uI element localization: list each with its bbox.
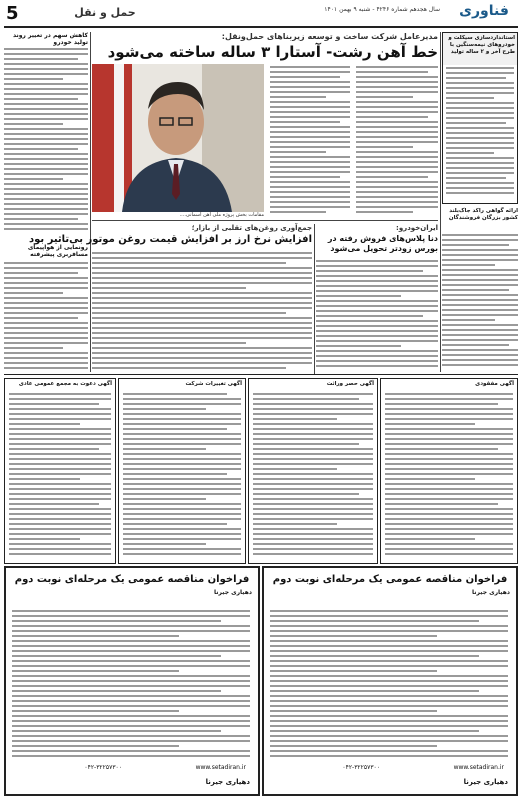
notice-title-2: آگهی تغییرات شرکت xyxy=(185,381,242,387)
tender-footer-right: دهیاری جیرنا xyxy=(463,778,508,786)
col-divider-mid xyxy=(314,224,315,374)
tender-ads xyxy=(4,566,518,794)
lead-body-1 xyxy=(270,66,350,214)
section-banner xyxy=(60,6,150,20)
middle-body xyxy=(92,252,312,372)
tender-website-left: www.setadiran.ir xyxy=(195,764,246,771)
notice-text-3 xyxy=(253,393,373,559)
right-column-box xyxy=(442,32,518,204)
rule-under-lead xyxy=(92,220,438,221)
tender-box-left xyxy=(4,566,260,796)
right-headline: دنا پلاس‌های فروش رفته در بورس زودتر تحویل می‌شود xyxy=(327,234,438,253)
lead-article xyxy=(92,32,438,218)
tender-website-right: www.setadiran.ir xyxy=(453,764,504,771)
notice-box-4 xyxy=(380,378,518,564)
middle-kicker: جمع‌آوری روغن‌های تقلبی از بازار؛ xyxy=(191,224,312,232)
lead-photo xyxy=(92,64,264,212)
tender-body-left xyxy=(12,610,250,760)
tender-body-right xyxy=(270,610,508,760)
notice-title-4: آگهی مفقودی xyxy=(475,381,514,387)
notices-row xyxy=(4,378,518,564)
notice-text-4 xyxy=(385,393,513,559)
tender-org-right: دهیاری جیرنا xyxy=(472,589,510,596)
left-top-text xyxy=(4,48,88,238)
left-column xyxy=(4,32,88,372)
right-box-text xyxy=(446,67,514,199)
tender-phone-right: ۰۴۲-۳۲۲۵۷۳۰۰ xyxy=(342,764,380,771)
tender-phone-left: ۰۴۲-۳۲۲۵۷۳۰۰ xyxy=(84,764,122,771)
notice-title-1: آگهی دعوت به مجمع عمومی عادی xyxy=(18,381,112,387)
notice-text-2 xyxy=(123,393,241,559)
right-column xyxy=(442,32,518,372)
right-box-title: استانداردسازی سیکلت و خودروهای نیمه‌سنگین با طرح آخر و ۲ ساله تولید xyxy=(443,33,517,65)
notice-text-1 xyxy=(9,393,111,559)
newspaper-logo: فناوری xyxy=(459,3,509,19)
col-divider-right xyxy=(440,32,441,372)
rule-above-notices xyxy=(4,374,518,375)
header-rule xyxy=(4,26,518,28)
tender-footer-left: دهیاری جیرنا xyxy=(205,778,250,786)
lead-kicker: مدیرعامل شرکت ساخت و توسعه زیربناهای حمل‌ونقل: xyxy=(221,32,438,41)
section-title: حمل و نقل xyxy=(74,6,136,19)
right-sub-title: ارائه گواهی راکد جاک‌بلند کشور بزرگان فروشندگان xyxy=(448,208,518,221)
notice-title-3: آگهی حصر وراثت xyxy=(326,381,374,387)
portrait-image xyxy=(92,64,264,212)
notice-box-1 xyxy=(4,378,116,564)
lead-body-2 xyxy=(356,66,438,214)
left-mid-text xyxy=(4,262,88,372)
right-article xyxy=(316,224,438,374)
tender-title-right: فراخوان مناقصه عمومی یک مرحله‌ای نوبت دوم xyxy=(272,574,508,585)
page-header xyxy=(0,0,522,30)
right-sub-text xyxy=(442,234,518,372)
tender-title-left: فراخوان مناقصه عمومی یک مرحله‌ای نوبت دوم xyxy=(14,574,250,585)
notice-box-2 xyxy=(118,378,246,564)
col-divider-left xyxy=(90,32,91,372)
notice-box-3 xyxy=(248,378,378,564)
right-article-body xyxy=(316,260,438,372)
issue-info: سال هجدهم شماره ۴۲۴۶ - شنبه ۹ بهمن ۱۴۰۱ xyxy=(324,6,440,13)
page-number: 5 xyxy=(6,3,19,24)
left-top-title: کاهش سهم در تغییر روند تولید خودرو xyxy=(12,32,88,46)
left-mid-title: رونمایی از هواپیمای مسافربری پیشرفته xyxy=(27,244,88,258)
lead-headline: خط آهن رشت- آستارا ۳ ساله ساخته می‌شود xyxy=(107,43,438,61)
tender-org-left: دهیاری جیرنا xyxy=(214,589,252,596)
right-kicker: ایران‌خودرو: xyxy=(396,224,438,232)
middle-headline: افزایش نرخ ارز بر افزایش قیمت روغن موتور بی‌تاثیر بود xyxy=(28,234,312,245)
lead-photo-caption: مقامات بخش پروژه ملی آهن آسمانی.... xyxy=(179,212,264,218)
tender-box-right xyxy=(262,566,518,796)
